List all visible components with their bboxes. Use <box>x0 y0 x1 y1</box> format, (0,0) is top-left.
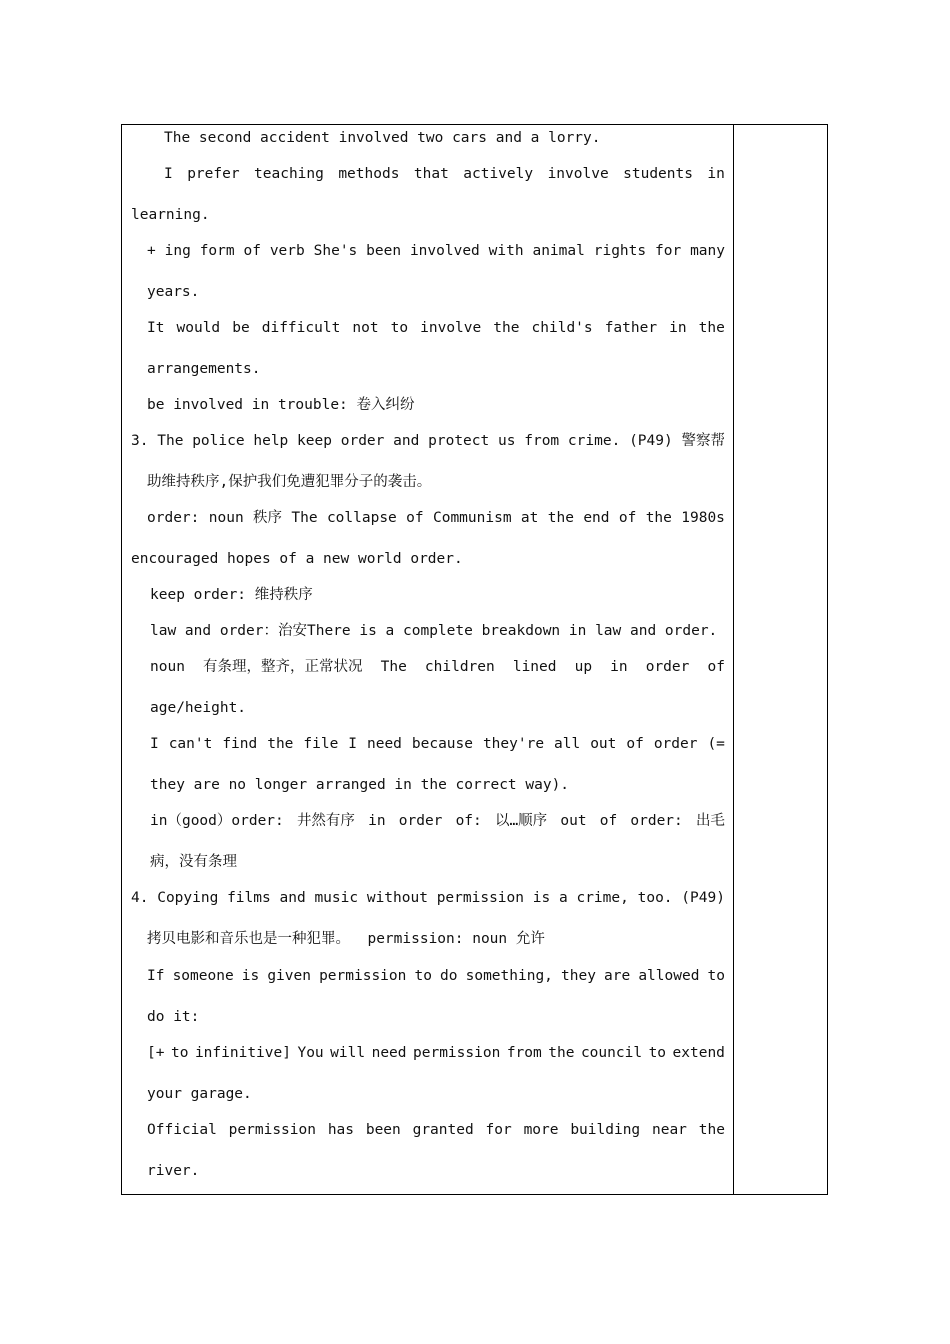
word: the <box>267 736 294 752</box>
word: is <box>532 890 551 906</box>
word: need <box>371 1045 407 1061</box>
word: rights <box>593 243 647 259</box>
word: students <box>623 166 693 182</box>
word: from <box>524 433 560 449</box>
word: given <box>267 968 311 984</box>
word: methods <box>338 166 400 182</box>
word: all <box>554 736 581 752</box>
word: permission <box>436 890 525 906</box>
word: us <box>498 433 516 449</box>
word: more <box>523 1122 559 1138</box>
word: involve <box>547 166 609 182</box>
word: 秩序 <box>253 510 283 526</box>
word: near <box>651 1122 687 1138</box>
word: allowed <box>638 968 700 984</box>
word: too. <box>637 890 673 906</box>
word: of <box>406 510 424 526</box>
word: noun <box>150 659 185 675</box>
word: granted <box>412 1122 474 1138</box>
word: involved <box>409 243 480 259</box>
word: the <box>698 1122 725 1138</box>
word: to <box>390 320 409 336</box>
word: the <box>548 1045 575 1061</box>
word: out <box>590 736 617 752</box>
word: 井然有序 <box>296 813 355 829</box>
text-line: keep order: 维持秩序 <box>150 587 313 603</box>
word: permission <box>413 1045 501 1061</box>
word: and <box>279 890 306 906</box>
word: in <box>368 813 386 829</box>
word: the <box>698 320 725 336</box>
word: in（good）order: <box>150 813 284 829</box>
word: music <box>314 890 359 906</box>
word: She's <box>313 243 358 259</box>
word: noun <box>208 510 244 526</box>
word: verb <box>269 243 305 259</box>
word: are <box>604 968 631 984</box>
word: been <box>365 1122 401 1138</box>
word: can't <box>168 736 213 752</box>
text-line <box>147 241 725 261</box>
text-line: The second accident involved two cars and a lorry. <box>164 130 601 146</box>
word: I <box>164 166 173 182</box>
word: not <box>352 320 379 336</box>
word: keep <box>297 433 332 449</box>
word: that <box>413 166 449 182</box>
word: teaching <box>254 166 324 182</box>
word: 以…顺序 <box>494 813 548 829</box>
word: You <box>297 1045 324 1061</box>
text-line <box>147 318 725 338</box>
word: films <box>227 890 271 906</box>
word: 1980s <box>681 510 725 526</box>
word: been <box>366 243 402 259</box>
word: The <box>157 433 184 449</box>
word: Communism <box>432 510 512 526</box>
word: order <box>398 813 443 829</box>
word: infinitive] <box>194 1045 291 1061</box>
word: up <box>574 659 593 675</box>
word: police <box>192 433 245 449</box>
word: the <box>547 510 574 526</box>
text-line <box>147 1120 725 1140</box>
word: for <box>655 243 682 259</box>
word: the <box>645 510 672 526</box>
text-line <box>150 734 725 754</box>
word: crime, <box>576 890 629 906</box>
word: (= <box>707 736 725 752</box>
word: a <box>558 890 568 906</box>
word: without <box>366 890 428 906</box>
text-line: do it: <box>147 1009 200 1025</box>
word: out <box>560 813 587 829</box>
word: 3. <box>131 433 149 449</box>
word: order <box>645 659 690 675</box>
word: to <box>707 968 725 984</box>
text-line: your garage. <box>147 1086 252 1102</box>
word: in <box>707 166 725 182</box>
word: form <box>199 243 235 259</box>
word: council <box>580 1045 643 1061</box>
text-line <box>147 966 725 986</box>
word: actively <box>463 166 534 182</box>
word: (P49) <box>681 890 725 906</box>
word: 有条理，整齐，正常状况 <box>203 659 363 675</box>
word: many <box>690 243 725 259</box>
word: file <box>303 736 339 752</box>
text-line <box>147 1043 725 1063</box>
word: father <box>604 320 658 336</box>
text-line <box>147 508 725 528</box>
word: of: <box>455 813 482 829</box>
word: in <box>669 320 687 336</box>
word: need <box>366 736 402 752</box>
word: The <box>291 510 318 526</box>
word: of <box>599 813 618 829</box>
word: of <box>626 736 644 752</box>
text-line: 助维持秩序,保护我们免遭犯罪分子的袭击。 <box>147 474 432 490</box>
word: from <box>506 1045 542 1061</box>
word: would <box>176 320 221 336</box>
word: someone <box>172 968 234 984</box>
text-line: age/height. <box>150 700 247 716</box>
text-line <box>150 811 725 831</box>
word: order <box>340 433 385 449</box>
word: 出毛 <box>695 813 725 829</box>
word: order: <box>147 510 200 526</box>
word: I <box>150 736 159 752</box>
text-line: they are no longer arranged in the correct way). <box>150 777 570 793</box>
text-line: encouraged hopes of a new world order. <box>131 551 463 567</box>
word: is <box>241 968 260 984</box>
word: end <box>583 510 610 526</box>
word: find <box>222 736 258 752</box>
word: protect <box>428 433 490 449</box>
word: ing <box>164 243 191 259</box>
word: in <box>610 659 628 675</box>
word: involve <box>420 320 482 336</box>
word: Copying <box>157 890 219 906</box>
word: be <box>232 320 250 336</box>
word: for <box>485 1122 512 1138</box>
word: because <box>411 736 473 752</box>
word: Official <box>147 1122 217 1138</box>
word: permission <box>228 1122 316 1138</box>
word: prefer <box>187 166 240 182</box>
word: of <box>618 510 637 526</box>
word: will <box>330 1045 366 1061</box>
word: lined <box>512 659 557 675</box>
word: to <box>648 1045 667 1061</box>
text-line: river. <box>147 1163 200 1179</box>
text-line <box>131 888 725 908</box>
word: (P49) <box>629 433 673 449</box>
text-line: learning. <box>131 207 210 223</box>
text-line: years. <box>147 284 200 300</box>
word: extend <box>672 1045 725 1061</box>
word: [+ <box>147 1045 165 1061</box>
word: they're <box>482 736 545 752</box>
word: + <box>147 243 156 259</box>
word: permission <box>319 968 407 984</box>
word: of <box>707 659 725 675</box>
word: 4. <box>131 890 149 906</box>
word: do <box>440 968 458 984</box>
text-line: be involved in trouble: 卷入纠纷 <box>147 397 415 413</box>
word: they <box>561 968 596 984</box>
word: I <box>348 736 358 752</box>
word: something, <box>465 968 553 984</box>
word: order: <box>630 813 683 829</box>
word: crime. <box>567 433 621 449</box>
word: order <box>653 736 698 752</box>
text-line <box>150 657 725 677</box>
table-column-divider <box>733 124 734 1195</box>
word: child's <box>531 320 593 336</box>
word: to <box>170 1045 189 1061</box>
word: children <box>424 659 495 675</box>
word: animal <box>532 243 585 259</box>
text-line: 拷贝电影和音乐也是一种犯罪。 permission: noun 允许 <box>147 931 545 947</box>
word: and <box>393 433 420 449</box>
word: building <box>570 1122 641 1138</box>
word: help <box>253 433 289 449</box>
word: at <box>520 510 539 526</box>
word: to <box>414 968 432 984</box>
word: collapse <box>326 510 397 526</box>
word: The <box>380 659 407 675</box>
word: If <box>147 968 165 984</box>
word: difficult <box>261 320 341 336</box>
text-line: law and order：治安There is a complete breakdown in law and order. <box>150 623 718 639</box>
text-line <box>131 431 725 451</box>
word: It <box>147 320 165 336</box>
word: has <box>327 1122 355 1138</box>
text-line <box>164 164 725 184</box>
text-line: 病，没有条理 <box>150 854 237 870</box>
word: 警察帮 <box>681 433 725 449</box>
word: the <box>493 320 520 336</box>
text-line: arrangements. <box>147 361 261 377</box>
word: with <box>488 243 524 259</box>
word: of <box>243 243 261 259</box>
